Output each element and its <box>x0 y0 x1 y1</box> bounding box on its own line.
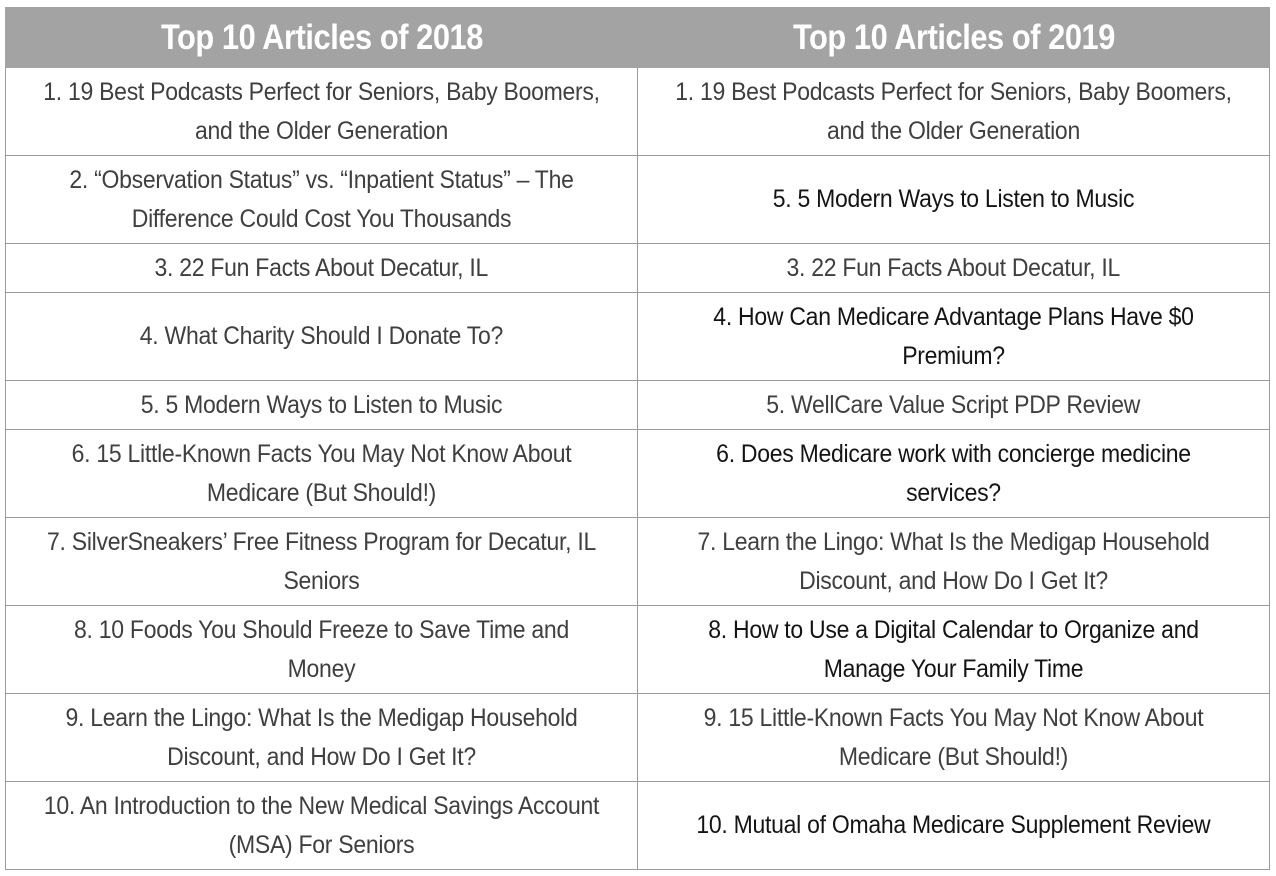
article-2018-cell <box>6 381 638 430</box>
table-row <box>6 293 1270 381</box>
article-2019-title: 7. Learn the Lingo: What Is the Medigap Household Discount, and How Do I Get It? <box>697 527 1210 595</box>
article-2018-cell <box>6 244 638 293</box>
article-2018-cell <box>6 293 638 381</box>
article-2018-title: 7. SilverSneakers’ Free Fitness Program for Decatur, IL Seniors <box>47 527 596 595</box>
article-2019-title: 9. 15 Little-Known Facts You May Not Know About Medicare (But Should!) <box>703 703 1204 771</box>
article-2018-title: 2. “Observation Status” vs. “Inpatient Status” – The Difference Could Cost You Thousands <box>69 165 574 233</box>
article-2018-cell <box>6 694 638 782</box>
articles-comparison-table <box>5 7 1270 870</box>
article-2018-title: 8. 10 Foods You Should Freeze to Save Time and Money <box>74 615 569 683</box>
column-header-2018 <box>6 8 638 68</box>
article-2019-title: 5. WellCare Value Script PDP Review <box>766 390 1141 419</box>
article-2019-cell <box>638 244 1270 293</box>
article-2019-cell <box>638 518 1270 606</box>
column-header-2019 <box>638 8 1270 68</box>
article-2018-title: 1. 19 Best Podcasts Perfect for Seniors, Baby Boomers, and the Older Generation <box>43 77 600 145</box>
article-2019-title: 8. How to Use a Digital Calendar to Organize and Manage Your Family Time <box>708 615 1199 683</box>
article-2018-cell <box>6 68 638 156</box>
article-2018-cell <box>6 606 638 694</box>
article-2018-title: 9. Learn the Lingo: What Is the Medigap Household Discount, and How Do I Get It? <box>65 703 578 771</box>
articles-comparison-table-container <box>5 7 1269 870</box>
article-2019-title: 1. 19 Best Podcasts Perfect for Seniors, Baby Boomers, and the Older Generation <box>675 77 1232 145</box>
article-2018-title: 10. An Introduction to the New Medical Savings Account (MSA) For Seniors <box>43 791 600 859</box>
column-header-2018-label: Top 10 Articles of 2018 <box>160 17 483 57</box>
article-2019-title: 4. How Can Medicare Advantage Plans Have $0 Premium? <box>713 302 1194 370</box>
table-row <box>6 782 1270 870</box>
article-2018-cell <box>6 782 638 870</box>
article-2019-cell <box>638 694 1270 782</box>
article-2018-title: 6. 15 Little-Known Facts You May Not Know About Medicare (But Should!) <box>71 439 572 507</box>
table-row <box>6 156 1270 244</box>
table-row <box>6 518 1270 606</box>
article-2019-cell <box>638 381 1270 430</box>
column-header-2019-label: Top 10 Articles of 2019 <box>792 17 1115 57</box>
article-2018-cell <box>6 518 638 606</box>
article-2019-cell <box>638 293 1270 381</box>
table-row <box>6 68 1270 156</box>
article-2019-cell <box>638 782 1270 870</box>
article-2019-cell <box>638 68 1270 156</box>
article-2019-title: 3. 22 Fun Facts About Decatur, IL <box>786 253 1121 282</box>
article-2019-cell <box>638 606 1270 694</box>
table-row <box>6 606 1270 694</box>
article-2019-cell <box>638 430 1270 518</box>
table-row <box>6 381 1270 430</box>
article-2018-title: 3. 22 Fun Facts About Decatur, IL <box>154 253 489 282</box>
article-2019-title: 10. Mutual of Omaha Medicare Supplement Review <box>696 811 1211 839</box>
article-2018-title: 5. 5 Modern Ways to Listen to Music <box>140 390 503 419</box>
table-row <box>6 244 1270 293</box>
article-2019-title: 6. Does Medicare work with concierge medicine services? <box>716 439 1191 507</box>
table-header-row <box>6 8 1270 68</box>
article-2019-cell <box>638 156 1270 244</box>
article-2018-cell <box>6 156 638 244</box>
article-2018-title: 4. What Charity Should I Donate To? <box>139 322 504 350</box>
table-row <box>6 430 1270 518</box>
article-2019-title: 5. 5 Modern Ways to Listen to Music <box>772 185 1135 213</box>
article-2018-cell <box>6 430 638 518</box>
table-row <box>6 694 1270 782</box>
